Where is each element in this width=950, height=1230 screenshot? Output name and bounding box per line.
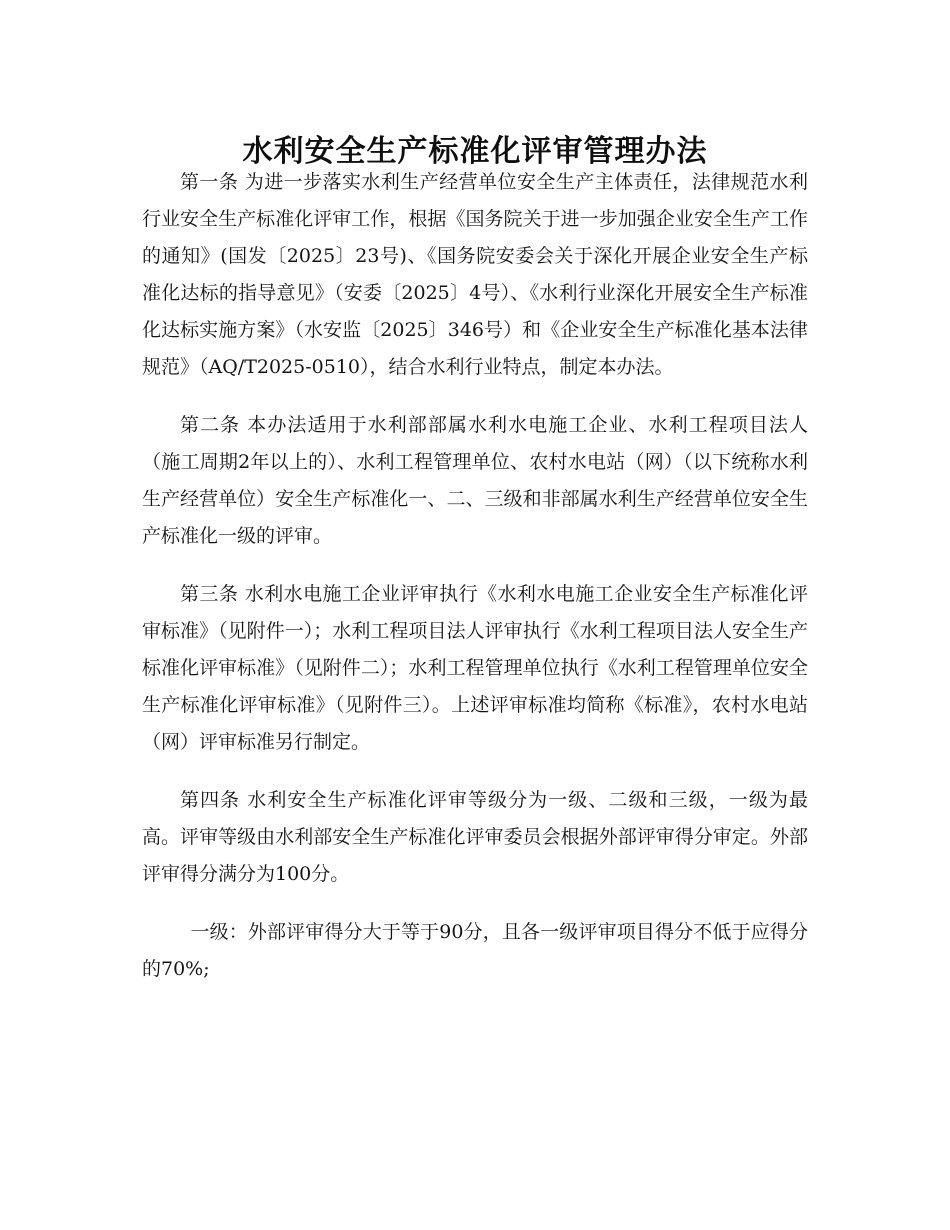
document-body: [142, 164, 808, 1009]
article-2-paragraph: 第二条 本办法适用于水利部部属水利水电施工企业、水利工程项目法人（施工周期2年以上的）、水利工程管理单位、农村水电站（网）（以下统称水利生产经营单位）安全生产标准化一、二、三级和非部属水利生产经营单位安全生产标准化一级的评审。: [142, 414, 808, 547]
article-3-paragraph: 第三条 水利水电施工企业评审执行《水利水电施工企业安全生产标准化评审标准》（见附件一）；水利工程项目法人评审执行《水利工程项目法人安全生产标准化评审标准》（见附件二）；水利工程管理单位执行《水利工程管理单位安全生产标准化评审标准》（见附件三）。上述评审标准均简称《标准》，农村水电站（网）评审标准另行制定。: [142, 583, 808, 753]
level-one-criteria-paragraph: 一级：外部评审得分大于等于90分，且各一级评审项目得分不低于应得分的70%;: [142, 921, 808, 980]
document-title: 水利安全生产标准化评审管理办法: [242, 134, 708, 170]
article-1-paragraph: 第一条 为进一步落实水利生产经营单位安全生产主体责任，法律规范水利行业安全生产标准化评审工作，根据《国务院关于进一步加强企业安全生产工作的通知》(国发〔2025〕23号)、《国务院安委会关于深化开展企业安全生产标准化达标的指导意见》（安委〔2025〕4号）、《水利行业深化开展安全生产标准化达标实施方案》（水安监〔2025〕346号）和《企业安全生产标准化基本法律规范》（AQ/T2025-0510），结合水利行业特点，制定本办法。: [142, 171, 808, 378]
article-4-paragraph: 第四条 水利安全生产标准化评审等级分为一级、二级和三级，一级为最高。评审等级由水利部安全生产标准化评审委员会根据外部评审得分审定。外部评审得分满分为100分。: [142, 789, 808, 885]
